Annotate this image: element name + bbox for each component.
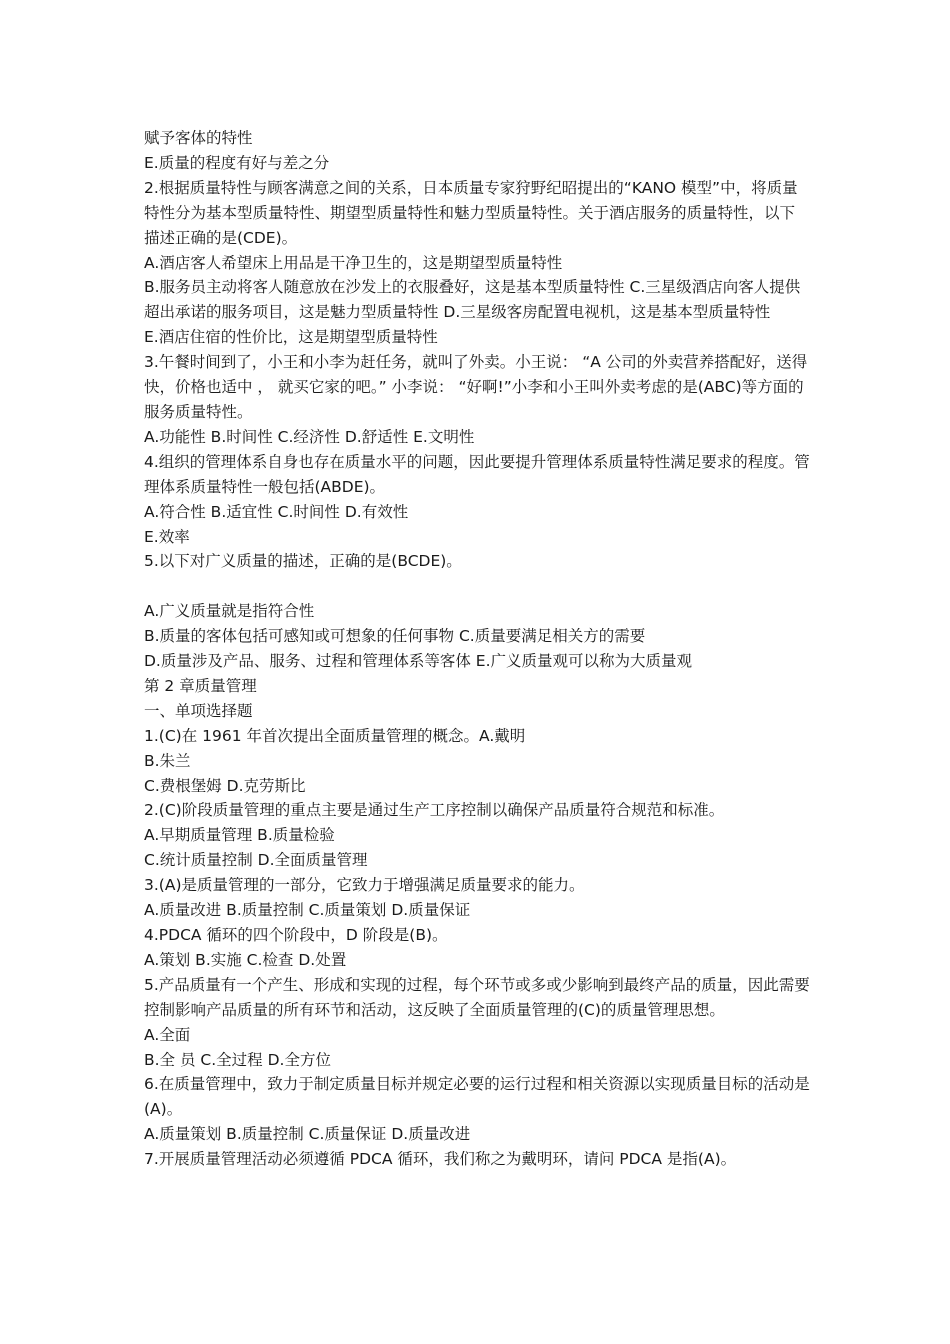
option-line: C.费根堡姆 D.克劳斯比 xyxy=(144,776,306,795)
option-line: A.符合性 B.适宜性 C.时间性 D.有效性 xyxy=(144,502,409,521)
option-line: A.策划 B.实施 C.检查 D.处置 xyxy=(144,950,347,969)
question-6: 6.在质量管理中，致力于制定质量目标并规定必要的运行过程和相关资源以实现质量目标的活动是(A)。 xyxy=(144,1075,810,1119)
question-2: 2.(C)阶段质量管理的重点主要是通过生产工序控制以确保产品质量符合规范和标准。 xyxy=(144,801,725,820)
option-line: C.统计质量控制 D.全面质量管理 xyxy=(144,851,368,870)
question-3: 3.午餐时间到了，小王和小李为赶任务，就叫了外卖。小王说： “A 公司的外卖营养搭配好，送得快，价格也适中 ， 就买它家的吧。” 小李说： “好啊!”小李和小王叫外卖考虑的是(ABC)等方面的服务质量特性。 xyxy=(144,353,808,421)
blank-line xyxy=(144,574,810,599)
option-line: B.服务员主动将客人随意放在沙发上的衣服叠好，这是基本型质量特性 C.三星级酒店向客人提供超出承诺的服务项目，这是魅力型质量特性 D.三星级客房配置电视机，这是基本型质量特性 xyxy=(144,278,801,322)
option-line: B.质量的客体包括可感知或可想象的任何事物 C.质量要满足相关方的需要 xyxy=(144,627,646,646)
option-line: E.质量的程度有好与差之分 xyxy=(144,153,330,172)
option-line: D.质量涉及产品、服务、过程和管理体系等客体 E.广义质量观可以称为大质量观 xyxy=(144,652,693,671)
option-line: A.酒店客人希望床上用品是干净卫生的，这是期望型质量特性 xyxy=(144,253,563,272)
option-line: E.效率 xyxy=(144,527,190,546)
question-3: 3.(A)是质量管理的一部分，它致力于增强满足质量要求的能力。 xyxy=(144,876,585,895)
option-line: A.质量策划 B.质量控制 C.质量保证 D.质量改进 xyxy=(144,1125,471,1144)
question-1: 1.(C)在 1961 年首次提出全面质量管理的概念。A.戴明 xyxy=(144,726,526,745)
option-line: A.全面 xyxy=(144,1025,191,1044)
document-page xyxy=(144,126,810,1172)
option-line: A.功能性 B.时间性 C.经济性 D.舒适性 E.文明性 xyxy=(144,427,475,446)
option-line: A.早期质量管理 B.质量检验 xyxy=(144,826,335,845)
question-5: 5.产品质量有一个产生、形成和实现的过程，每个环节或多或少影响到最终产品的质量，因此需要控制影响产品质量的所有环节和活动，这反映了全面质量管理的(C)的质量管理思想。 xyxy=(144,975,810,1019)
question-2: 2.根据质量特性与顾客满意之间的关系，日本质量专家狩野纪昭提出的“KANO 模型”中，将质量特性分为基本型质量特性、期望型质量特性和魅力型质量特性。关于酒店服务的质量特性，以下描述正确的是(CDE)。 xyxy=(144,178,798,247)
option-line: B.朱兰 xyxy=(144,751,191,770)
question-4: 4.组织的管理体系自身也存在质量水平的问题，因此要提升管理体系质量特性满足要求的程度。管理体系质量特性一般包括(ABDE)。 xyxy=(144,452,810,496)
text-line: 赋予客体的特性 xyxy=(144,129,253,147)
option-line: B.全 员 C.全过程 D.全方位 xyxy=(144,1050,331,1069)
question-7: 7.开展质量管理活动必须遵循 PDCA 循环，我们称之为戴明环，请问 PDCA 是指(A)。 xyxy=(144,1150,737,1169)
option-line: A.广义质量就是指符合性 xyxy=(144,602,315,621)
chapter-heading: 第 2 章质量管理 xyxy=(144,676,257,695)
question-5: 5.以下对广义质量的描述，正确的是(BCDE)。 xyxy=(144,552,462,571)
question-4: 4.PDCA 循环的四个阶段中，D 阶段是(B)。 xyxy=(144,925,448,944)
option-line: E.酒店住宿的性价比，这是期望型质量特性 xyxy=(144,328,438,347)
option-line: A.质量改进 B.质量控制 C.质量策划 D.质量保证 xyxy=(144,901,471,920)
section-heading: 一、单项选择题 xyxy=(144,701,253,720)
